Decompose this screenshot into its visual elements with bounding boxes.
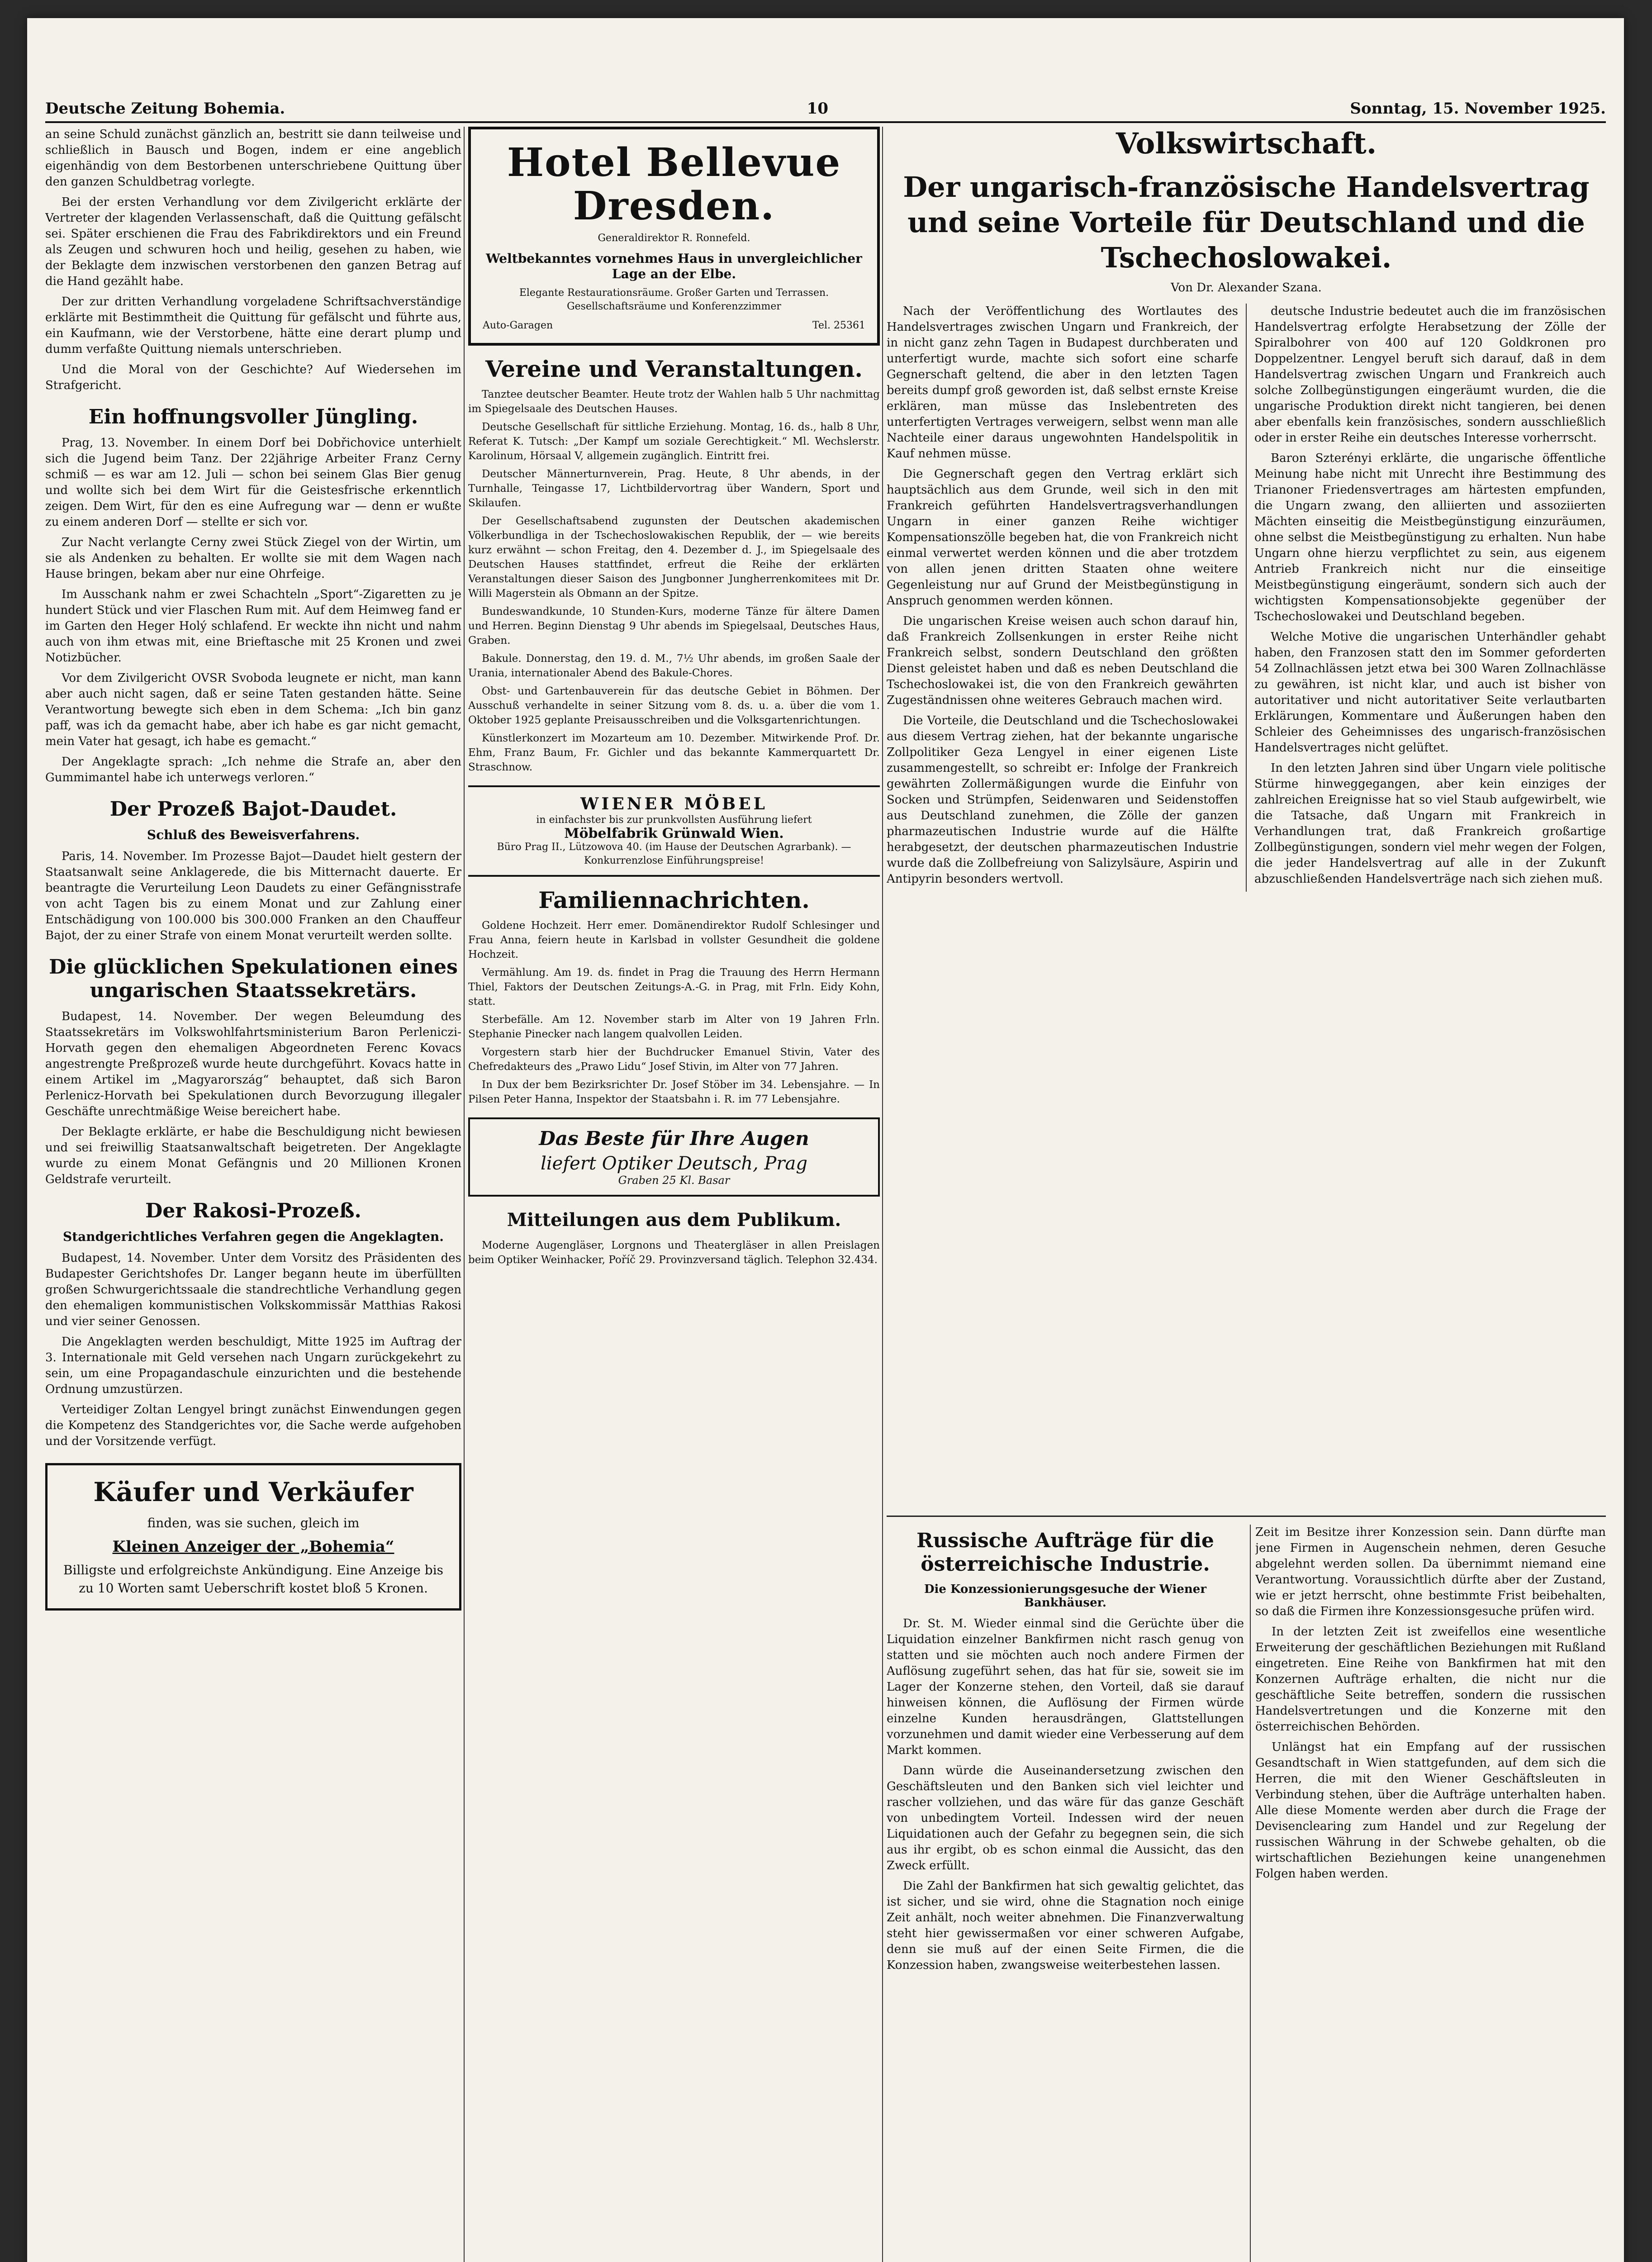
ad-wiener-moebel	[468, 785, 880, 877]
article-text: Nach der Veröffentlichung des Wortlautes des Handelsvertrages zwischen Ungarn und Frankreich, der in nicht ganz zehn Tagen in Budapest durchberaten und unterfertigt wurde, machte sich sofort eine scharfe Gegnerschaft geltend, die aber in den letzten Tagen bereits dumpf groß geworden ist, daß selbst ernste Kreise erklären, man müsse das Inslebentreten des unterfertigten Vertrages verweigern, selbst wenn man alle Nachteile einer daraus ungewohnten Handelspolitik in Kauf nehmen müsse.	[887, 304, 1238, 461]
column-rule	[882, 127, 883, 2262]
ad-hotel-city: Dresden.	[573, 183, 775, 229]
ad-hotel-phone: Tel. 25361	[812, 320, 865, 331]
article-text: Der zur dritten Verhandlung vorgeladene Schriftsachverständige erklärte mit Bestimmtheit die Quittung für gefälscht und führte aus, ein Kaufmann, wie der Verstorbene, hätte eine derart plump und dumm verfaßte Quittung niemals unterschrieben.	[45, 295, 461, 356]
byline: Von Dr. Alexander Szana.	[1171, 281, 1322, 295]
article-text: Verteidiger Zoltan Lengyel bringt zunächst Einwendungen gegen die Kompetenz des Standgerichtes vor, die Sache werde aufgehoben und der Vorsitzende verfügt.	[45, 1403, 461, 1448]
headline-prozess: Der Prozeß Bajot-Daudet.	[109, 798, 397, 821]
column-rule	[1250, 1525, 1251, 2262]
article-text: Budapest, 14. November. Unter dem Vorsitz des Präsidenten des Budapester Gerichtshofes Dr. Langer begann heute im überfüllten großen Schwurgerichtssaale die standrechtliche Verhandlung gegen den ehemaligen kommunistischen Volkskommissär Matthias Rakosi und vier seiner Genossen.	[45, 1251, 461, 1328]
article-text: Der Angeklagte sprach: „Ich nehme die Strafe an, aber den Gummimantel habe ich unterwegs verloren.“	[45, 755, 461, 784]
ad-title: WIENER MÖBEL	[580, 794, 768, 813]
article-text: Vor dem Zivilgericht OVSR Svoboda leugnete er nicht, man kann aber auch nicht sagen, daß er seine Taten gestanden hätte. Seine Verantwortung bewegte sich eben in dem Schema: „Ich bin ganz paff, was ich da gemacht habe, aber ich habe es gar nicht gemacht, mein Vater hat gesagt, ich habe es gemacht.“	[45, 671, 461, 748]
masthead-paper-name: Deutsche Zeitung Bohemia.	[45, 100, 285, 118]
article-text: Goldene Hochzeit. Herr emer. Domänendirektor Rudolf Schlesinger und Frau Anna, feiern heute in Karlsbad in vollster Gesundheit die goldene Hochzeit.	[468, 920, 880, 960]
article-text: Deutsche Gesellschaft für sittliche Erziehung. Montag, 16. ds., halb 8 Uhr, Referat K. Tutsch: „Der Kampf um soziale Gerechtigkeit.“ Ml. Wechslerstr. Karolinum, Hörsaal V, allgemein zugänglich. Eintritt frei.	[468, 421, 880, 462]
ad-line: Graben 25 Kl. Basar	[618, 1174, 730, 1187]
ad-line: liefert Optiker Deutsch, Prag	[541, 1153, 807, 1174]
masthead	[45, 86, 1606, 123]
headline-russische-auftraege: Russische Aufträge für die österreichische Industrie.	[916, 1529, 1214, 1576]
article-text: Bundeswandkunde, 10 Stunden-Kurs, moderne Tänze für ältere Damen und Herren. Beginn Dienstag 9 Uhr abends im Spiegelsaal, Deutsches Haus, Graben.	[468, 606, 880, 646]
article-text: Obst- und Gartenbauverein für das deutsche Gebiet in Böhmen. Der Ausschuß verhandelte in seiner Sitzung vom 8. ds. u. a. über die vom 1. Oktober 1925 geplante Preisausschreiben und die Volksgartenrichtungen.	[468, 685, 880, 726]
article-text: Bei der ersten Verhandlung vor dem Zivilgericht erklärte der Vertreter der klagenden Verlassenschaft, daß die Quittung gefälscht sei. Später erschienen die Frau des Fabrikdirektors und ein Freund als Zeugen und schwuren hoch und heilig, gesehen zu haben, wie der Beklagte dem inzwischen verstorbenen den ganzen Betrag auf die Hand gezählt habe.	[45, 195, 461, 288]
article-text: Zeit im Besitze ihrer Konzession sein. Dann dürfte man jene Firmen in Augenschein nehmen, deren Gesuche abgelehnt werden sollen. Da übernimmt niemand eine Verantwortung. Voraussichtlich dürfte aber der Zustand, wie er jetzt herrscht, ohne bestimmte Frist beibehalten, so daß die Firmen ihre Konzessionsgesuche prüfen wird.	[1255, 1525, 1606, 1618]
headline-familie: Familiennachrichten.	[538, 887, 810, 913]
column-lower-right-b	[1255, 1525, 1606, 2262]
ad-hotel-tagline: Weltbekanntes vornehmes Haus in unvergleichlicher Lage an der Elbe.	[486, 251, 862, 281]
article-text: Im Ausschank nahm er zwei Schachteln „Sport“-Zigaretten zu je hundert Stück und vier Flaschen Rum mit. Auf dem Heimweg fand er im Garten den Heger Holý schlafend. Er weckte ihn nicht und nahm auch von ihm etwas mit, eine Brieftasche mit 25 Kronen und zwei Notizbücher.	[45, 588, 461, 665]
article-text: Tanztee deutscher Beamter. Heute trotz der Wahlen halb 5 Uhr nachmittag im Spiegelsaale des Deutschen Hauses.	[468, 389, 880, 415]
article-text: Deutscher Männerturnverein, Prag. Heute, 8 Uhr abends, in der Turnhalle, Teingasse 17, Lichtbildervortrag über Wandern, Sport und Skilaufen.	[468, 468, 880, 509]
article-text: Bakule. Donnerstag, den 19. d. M., 7½ Uhr abends, im großen Saale der Urania, internationaler Abend des Bakule-Chores.	[468, 653, 880, 679]
article-text: Der Beklagte erklärte, er habe die Beschuldigung nicht bewiesen und sei freiwillig Staatsanwaltschaft beigetreten. Der Angeklagte wurde zu einem Monat Gefängnis und 20 Millionen Kronen Geldstrafe verurteilt.	[45, 1125, 461, 1186]
ad-line: in einfachster bis zur prunkvollsten Ausführung liefert	[536, 814, 812, 826]
article-text: In der letzten Zeit ist zweifellos eine wesentliche Erweiterung der geschäftlichen Beziehungen mit Rußland eingetreten. Eine Reihe von Bankfirmen hat mit den Konzernen Aufträge erhalten, die nicht nur die geschäftliche Seite betreffen, sondern die russischen Handelsvertretungen und die Konzerne mit den österreichischen Behörden.	[1255, 1625, 1606, 1734]
article-text: In Dux der bem Bezirksrichter Dr. Josef Stöber im 34. Lebensjahre. — In Pilsen Peter Hanna, Inspektor der Staatsbahn i. R. im 77 Lebensjahre.	[468, 1079, 880, 1105]
ad-hotel-info: Elegante Restaurationsräume. Großer Garten und Terrassen. Gesellschaftsräume und Konferenzzimmer	[519, 287, 829, 312]
subheadline: Schluß des Beweisverfahrens.	[147, 827, 360, 842]
headline-vereine: Vereine und Veranstaltungen.	[485, 356, 863, 382]
subheadline: Die Konzessionierungsgesuche der Wiener Bankhäuser.	[924, 1582, 1207, 1610]
article-text: Vorgestern starb hier der Buchdrucker Emanuel Stivin, Vater des Chefredakteurs des „Prawo Lidu“ Josef Stivin, im Alter von 77 Jahren.	[468, 1046, 880, 1073]
article-text: Und die Moral von der Geschichte? Auf Wiedersehen im Strafgericht.	[45, 363, 461, 392]
section-title: Volkswirtschaft.	[1116, 127, 1377, 161]
article-text: Dann würde die Auseinandersetzung zwischen den Geschäftsleuten und den Banken sich viel leichter und rascher vollziehen, und das wäre für das ganze Geschäft von unbedingtem Vorteil. Indessen wird der neuen Liquidationen auch der Gefahr zu begegnen sein, die sich aus ihr ergibt, ob es schon einmal die Aussicht, das den Zweck erfüllt.	[887, 1764, 1244, 1872]
article-text: Die Gegnerschaft gegen den Vertrag erklärt sich hauptsächlich aus dem Grunde, weil sich in den mit Frankreich geführten Handelsvertragsverhandlungen Ungarn in einer ganzen Reihe wichtiger Kompensationszölle begeben hat, die von Frankreich nicht einmal verwertet werden können und die aber trotzdem von allen jenen dritten Staaten ohne weitere Gegenleistung nur auf Grund der Meistbegünstigung in Anspruch genommen werden können.	[887, 467, 1238, 608]
article-text: Die ungarischen Kreise weisen auch schon darauf hin, daß Frankreich Zollsenkungen in erster Reihe nicht Frankreich selbst, sondern Deutschland den größten Dienst geleistet haben und daß es neben Deutschland die Tschechoslowakei ist, die von den Frankreich gewährten Zugeständnissen ohne weiteres Gebrauch machen wird.	[887, 614, 1238, 707]
article-text: Vermählung. Am 19. ds. findet in Prag die Trauung des Herrn Hermann Thiel, Faktors der Deutschen Zeitungs-A.-G. in Prag, mit Frln. Eidy Kohn, statt.	[468, 967, 880, 1007]
article-text: Künstlerkonzert im Mozarteum am 10. Dezember. Mitwirkende Prof. Dr. Ehm, Franz Baum, Fr. Gichler und das bekannte Kammerquartett Dr. Straschnow.	[468, 732, 880, 773]
ad-title: Käufer und Verkäufer	[93, 1477, 413, 1507]
headline-juengling: Ein hoffnungsvoller Jüngling.	[88, 405, 418, 428]
ad-line: Möbelfabrik Grünwald Wien.	[564, 826, 784, 841]
page-number: 10	[807, 100, 828, 118]
ad-hotel-garage: Auto-Garagen	[483, 320, 553, 331]
article-body	[887, 304, 1606, 892]
column-rule	[464, 127, 465, 2262]
column-middle	[468, 127, 880, 2262]
article-text: In den letzten Jahren sind über Ungarn viele politische Stürme hinweggegangen, aber kein einziges der zahlreichen Ereignisse hat so viel Staub aufgewirbelt, wie die Tatsache, daß Ungarn mit Frankreich in Verhandlungen trat, daß Frankreich großartige Zollbegünstigungen, sondern viel mehr wegen der Folgen, die jeder Handelsvertrag auf alle in der Zukunft abzuschließenden Handelsverträge nach sich ziehen muß.	[1254, 761, 1606, 886]
main-headline: Der ungarisch-französische Handelsvertrag und seine Vorteile für Deutschland und die Tschechoslowakei.	[903, 171, 1590, 274]
article-text: Die Vorteile, die Deutschland und die Tschechoslowakei aus diesem Vertrag ziehen, hat der bekannte ungarische Zollpolitiker Geza Lengyel in einer eigenen Liste zusammengestellt, so schreibt er: Infolge der Frankreich gewährten Zollermäßigungen wurde die Einfuhr von Socken und Strümpfen, Seidenwaren und Seidenstoffen aus Deutschland zunehmen, die Zölle der ganzen pharmazeutischen Industrie wurde auf die Hälfte herabgesetzt, der deutschen pharmazeutischen Industrie wurde daß die Zollbefreiung von Salizylsäure, Aspirin und Antipyrin besonders wertvoll.	[887, 714, 1238, 886]
article-text: Der Gesellschaftsabend zugunsten der Deutschen akademischen Völkerbundliga in der Tschechoslowakischen Republik, der — wie bereits kurz erwähnt — schon Freitag, den 4. Dezember d. J., im Spiegelsaale des Deutschen Hauses stattfindet, erfreut die Reihe der erklärten Veranstaltungen dieser Saison des Jungbonner Jungherrenkomitees mit Dr. Willi Magerstein als Obmann an der Spitze.	[468, 515, 880, 599]
article-text: Die Zahl der Bankfirmen hat sich gewaltig gelichtet, das ist sicher, und sie wird, ohne die Stagnation noch einige Zeit anhält, noch weiter abnehmen. Die Finanzverwaltung steht hier gewissermaßen vor einer schweren Aufgabe, denn sie muß auf der einen Seite Firmen, die die Konzession haben, zwangsweise weiterbestehen lassen.	[887, 1879, 1244, 1972]
headline-rakosi: Der Rakosi-Prozeß.	[145, 1199, 361, 1222]
article-text: Moderne Augengläser, Lorgnons und Theatergläser in allen Preislagen beim Optiker Weinhacker, Poříč 29. Provinzversand täglich. Telephon 32.434.	[468, 1240, 880, 1266]
column-right	[887, 127, 1606, 1520]
article-text: deutsche Industrie bedeutet auch die im französischen Handelsvertrag erfolgte Herabsetzung der Zölle der Spiralbohrer von 400 auf 120 Goldkronen pro Doppelzentner. Lengyel beruft sich darauf, daß in dem Handelsvertrag zwischen Ungarn und Frankreich auch solche Zollbegünstigungen eingeräumt wurden, die die ungarische Produktion direkt nicht tangieren, bei denen aber ebenfalls kein französisches, sondern ausschließlich oder in erster Reihe ein deutsches Interesse vorherrscht.	[1254, 304, 1606, 445]
ad-line: Büro Prag II., Lützowova 40. (im Hause der Deutschen Agrarbank). — Konkurrenzlose Einführungspreise!	[497, 841, 851, 866]
article-text: Dr. St. M. Wieder einmal sind die Gerüchte über die Liquidation einzelner Bankfirmen nicht rasch genug von statten und sie möchten auch noch andere Firmen der Auflösung zugeführt sehen, das hat für sie, soweit sie im Lager der Konzerne stehen, den Vorteil, daß sie darauf hinweisen können, die Auflösung der Firmen würde einzelne Kunden herausdrängen, Glattstellungen vorzunehmen und damit wieder eine Verbesserung auf dem Markt kommen.	[887, 1617, 1244, 1757]
article-text: Budapest, 14. November. Der wegen Beleumdung des Staatssekretärs im Volkswohlfahrtsministerium Baron Perleniczi-Horvath gegen den ehemaligen Abgeordneten Ferenc Kovacs angestrengte Preßprozeß wurde heute durchgeführt. Kovacs hatte in einem Artikel im „Magyarország“ behauptet, daß sich Baron Perlenicz-Horvath bei Spekulationen durch Bevorzugung illegaler Geschäfte unrechtmäßige Weise bereichert habe.	[45, 1010, 461, 1118]
article-text: Welche Motive die ungarischen Unterhändler gehabt haben, den Franzosen statt den im Sommer geforderten 54 Zollnachlässen jetzt etwa bei 300 Waren Zollnachlässe zu gewähren, ist nicht klar, und auch ist bisher von autoritativer und nicht autoritativer Seite verlautbarten Erklärungen, Kommentare und Äußerungen haben den Schleier des Geheimnisses des ungarisch-französischen Handelsvertrages nicht gelüftet.	[1254, 630, 1606, 755]
ad-line: Billigste und erfolgreichste Ankündigung. Eine Anzeige bis zu 10 Worten samt Ueberschrift kostet bloß 5 Kronen.	[63, 1563, 444, 1596]
article-text: Sterbefälle. Am 12. November starb im Alter von 19 Jahren Frln. Stephanie Pinecker nach langem qualvollen Leiden.	[468, 1014, 880, 1040]
article-text: Paris, 14. November. Im Prozesse Bajot—Daudet hielt gestern der Staatsanwalt seine Anklagerede, die bis Mitternacht dauerte. Er beantragte die Verurteilung Leon Daudets zu einer Gefängnisstrafe von acht Tagen bis zu einem Monat und zur Zahlung einer Entschädigung von 100.000 bis 300.000 Franken an den Chauffeur Bajot, der zu einer Strafe von einem Monat verurteilt werden sollte.	[45, 850, 461, 942]
ad-hotel-director: Generaldirektor R. Ronnefeld.	[598, 233, 750, 244]
ad-hotel-name: Hotel Bellevue	[507, 140, 841, 185]
headline-spekulationen: Die glücklichen Spekulationen eines ungarischen Staatssekretärs.	[49, 955, 458, 1002]
headline-publikum: Mitteilungen aus dem Publikum.	[507, 1209, 841, 1231]
ad-kleiner-anzeiger	[45, 1463, 461, 1611]
ad-hotel-bellevue	[468, 127, 880, 346]
subheadline: Standgerichtliches Verfahren gegen die Angeklagten.	[62, 1229, 444, 1244]
article-text: Zur Nacht verlangte Cerny zwei Stück Ziegel von der Wirtin, um sie als Andenken zu behalten. Er wollte sie mit dem Wagen nach Hause bringen, bekam aber nur eine Ohrfeige.	[45, 536, 461, 581]
ad-line: finden, was sie suchen, gleich im	[147, 1516, 360, 1530]
article-text: Baron Szterényi erklärte, die ungarische öffentliche Meinung habe nicht mit Unrecht ihre Bestimmung des Trianoner Friedensvertrages am härtesten empfunden, die Ungarn zwang, den alliierten und assoziierten Mächten einseitig die Meistbegünstigung einzuräumen, ohne selbst die Meistbegünstigung zu erhalten. Nun habe Ungarn ohne hierzu verpflichtet zu sein, aus eigenem Antrieb Frankreich nicht nur die einseitige Meistbegünstigung eingeräumt, sondern sich auch der wichtigsten Kompensationsobjekte gegenüber der Tschechoslowakei und Deutschland begeben.	[1254, 451, 1606, 623]
column-left	[45, 127, 461, 2262]
article-text: an seine Schuld zunächst gänzlich an, bestritt sie dann teilweise und schließlich in Bausch und Bogen, indem er eine angeblich eigenhändig von dem Bestorbenen unterschriebene Quittung über den ganzen Schuldbetrag vorlegte.	[45, 128, 461, 189]
masthead-date: Sonntag, 15. November 1925.	[1350, 100, 1606, 118]
column-lower-right-a	[887, 1525, 1244, 2262]
ad-line: Das Beste für Ihre Augen	[539, 1127, 809, 1150]
newspaper-page	[27, 18, 1624, 2262]
ad-line: Kleinen Anzeiger der „Bohemia“	[112, 1538, 394, 1556]
article-text: Unlängst hat ein Empfang auf der russischen Gesandtschaft in Wien stattgefunden, auf dem sich die Herren, die mit den Wiener Geschäftsleuten in Verbindung stehen, über die Aufträge unterhalten haben. Alle diese Momente werden aber durch die Frage der Devisenclearing zum Handel und zur Regelung der russischen Währung in der Schwebe gehalten, ob die wirtschaftlichen Beziehungen keine unangenehmen Folgen haben werden.	[1255, 1740, 1606, 1881]
article-text: Prag, 13. November. In einem Dorf bei Dobřichovice unterhielt sich die Jugend beim Tanz. Der 22jährige Arbeiter Franz Cerny schmiß — es war am 12. Juli — schon bei seinem Glas Bier genug und wollte sich bei dem Wirt für die Geistesfrische erkenntlich zeigen. Dem Wirt, für den es eine Aufregung war — denn er wußte zu einem anderen Dorf — stellte er sich vor.	[45, 436, 461, 529]
article-text: Die Angeklagten werden beschuldigt, Mitte 1925 im Auftrag der 3. Internationale mit Geld versehen nach Ungarn zurückgekehrt zu sein, um eine Propagandaschule einzurichten und die bestehende Ordnung umzustürzen.	[45, 1335, 461, 1396]
ad-optiker-deutsch	[468, 1117, 880, 1197]
